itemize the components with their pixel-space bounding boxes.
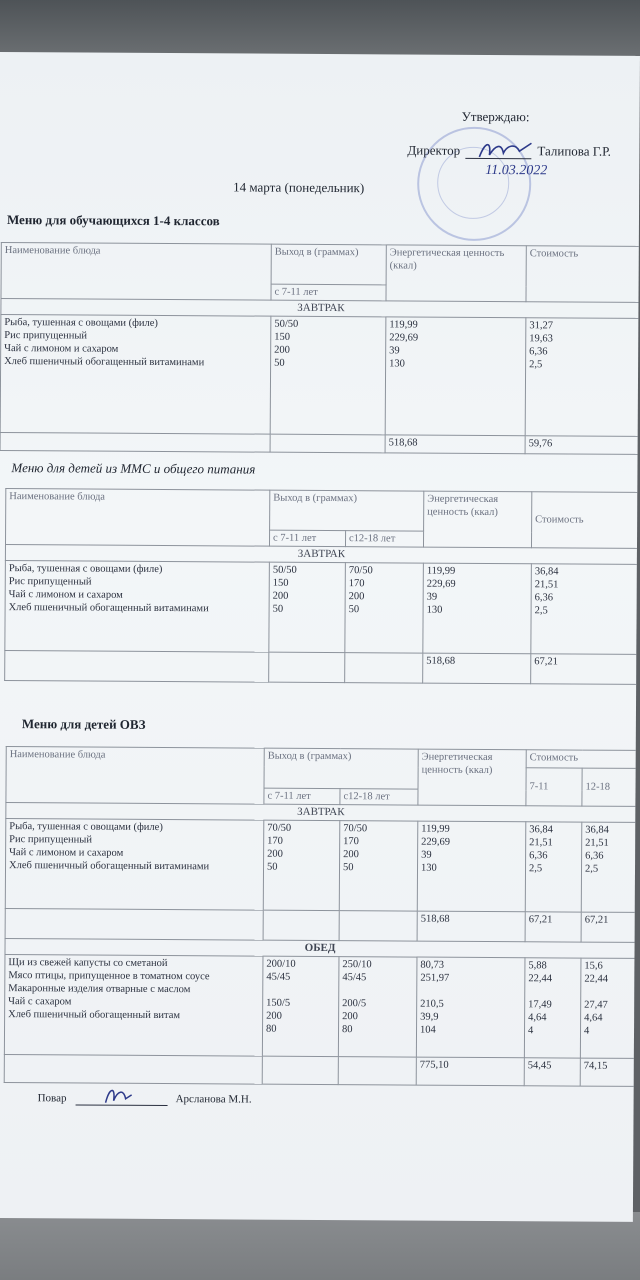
menu3-lunch-total-empty2 <box>262 1056 338 1084</box>
menu3-lunch-cost1: 5,88 22,44 17,49 4,64 4 <box>524 958 581 1058</box>
menu3-breakfast-total-empty2 <box>263 910 339 940</box>
menu3-cost-age1: 7-11 <box>526 768 582 806</box>
menu3-col-yield: Выход в (граммах) <box>264 748 418 789</box>
menu3-breakfast-total-cost1: 67,21 <box>525 912 581 942</box>
menu2-yield2: 70/50 170 200 50 <box>345 563 424 653</box>
menu2-title: Меню для детей из ММС и общего питания <box>11 460 256 477</box>
menu3-lunch-meal: ОБЕД <box>5 939 635 959</box>
menu2-col-yield: Выход в (граммах) <box>270 490 424 531</box>
cook-name: Арсланова М.Н. <box>175 1093 252 1106</box>
menu3-lunch-total-cost1: 54,45 <box>524 1058 580 1086</box>
menu1-yield: 50/50 150 200 50 <box>270 316 386 435</box>
menu3-col-name: Наименование блюда <box>6 747 264 805</box>
director-name: Талипова Г.Р. <box>537 143 611 159</box>
menu2-total-empty <box>5 651 269 683</box>
director-label: Директор <box>407 142 461 158</box>
menu2-total-energy: 518,68 <box>423 653 531 684</box>
background-top <box>0 0 640 60</box>
menu3-age1: с 7-11 лет <box>264 788 340 804</box>
menu3-age2: с12-18 лет <box>340 789 418 805</box>
menu2-energy: 119,99 229,69 39 130 <box>423 563 532 654</box>
menu1-dishes: Рыба, тушенная с овощами (филе) Рис припущенный Чай с лимоном и сахаром Хлеб пшеничный обогащенный витаминами <box>0 315 271 435</box>
menu3-lunch-total-empty3 <box>338 1057 416 1085</box>
signature-date: 11.03.2022 <box>485 162 548 179</box>
cook-label: Повар <box>37 1092 67 1105</box>
menu2-col-energy: Энергетическая ценность (ккал) <box>423 491 531 548</box>
menu1-total-cost: 59,76 <box>525 436 640 455</box>
menu2-total-empty2 <box>269 652 345 682</box>
menu-document <box>0 52 640 1222</box>
menu3-cost-age2: 12-18 <box>582 768 636 806</box>
menu2-yield1: 50/50 150 200 50 <box>269 562 346 652</box>
menu2-age1: с 7-11 лет <box>269 530 345 546</box>
menu3-breakfast-yield2: 70/50 170 200 50 <box>339 821 418 911</box>
menu3-col-cost: Стоимость <box>526 750 636 769</box>
menu1-total-empty2 <box>270 434 385 453</box>
menu1-col-energy: Энергетическая ценность (ккал) <box>386 245 526 302</box>
menu3-breakfast-yield1: 70/50 170 200 50 <box>263 820 340 910</box>
menu2-total-empty3 <box>345 653 423 683</box>
menu3-lunch-total-energy: 775,10 <box>416 1057 524 1086</box>
menu3-title: Меню для детей ОВЗ <box>21 716 146 732</box>
menu1-table <box>0 242 640 455</box>
menu3-breakfast-dishes: Рыба, тушенная с овощами (филе) Рис припущенный Чай с лимоном и сахаром Хлеб пшеничный обогащенный витаминами <box>5 819 264 911</box>
menu2-col-cost: Стоимость <box>531 492 637 549</box>
menu3-breakfast-total-empty <box>5 909 263 941</box>
menu3-breakfast-energy: 119,99 229,69 39 130 <box>417 821 526 912</box>
background-bottom <box>0 1212 640 1280</box>
menu1-title: Меню для обучающихся 1-4 классов <box>6 212 220 229</box>
menu3-lunch-yield2: 250/10 45/45 200/5 200 80 <box>338 957 417 1057</box>
menu3-lunch-yield1: 200/10 45/45 150/5 200 80 <box>262 956 339 1056</box>
menu2-meal: ЗАВТРАК <box>5 545 637 565</box>
director-signature <box>475 135 535 165</box>
menu3-breakfast-meal: ЗАВТРАК <box>6 803 636 823</box>
cook-signature <box>102 1083 136 1109</box>
menu1-total-energy: 518,68 <box>385 435 525 454</box>
menu-date: 14 марта (понедельник) <box>233 179 365 196</box>
menu3-lunch-cost2: 15,6 22,44 27,47 4,64 4 <box>580 958 635 1058</box>
menu3-breakfast-total-energy: 518,68 <box>417 911 525 942</box>
menu1-age: с 7-11 лет <box>271 284 386 301</box>
menu1-cost: 31,27 19,63 6,36 2,5 <box>525 318 640 437</box>
menu3-breakfast-total-empty3 <box>339 911 417 941</box>
menu1-meal: ЗАВТРАК <box>1 299 640 319</box>
menu3-breakfast-cost2: 36,84 21,51 6,36 2,5 <box>581 822 636 912</box>
menu3-table <box>4 746 637 1087</box>
menu1-energy: 119,99 229,69 39 130 <box>385 317 526 436</box>
menu2-table <box>4 488 638 685</box>
menu1-total-empty <box>0 433 270 453</box>
menu3-col-energy: Энергетическая ценность (ккал) <box>418 749 526 806</box>
menu2-cost: 36,84 21,51 6,36 2,5 <box>531 564 638 655</box>
approve-label: Утверждаю: <box>461 108 530 125</box>
menu2-total-cost: 67,21 <box>531 654 637 685</box>
menu2-dishes: Рыба, тушенная с овощами (филе) Рис припущенный Чай с лимоном и сахаром Хлеб пшеничный обогащенный витаминами <box>5 561 270 653</box>
menu1-col-cost: Стоимость <box>526 246 640 303</box>
menu3-lunch-dishes: Щи из свежей капусты со сметаной Мясо птицы, припущенное в томатном соусе Макаронные изделия отварные с маслом Чай с сахаром Хлеб пшеничный обогащенный витам <box>4 955 263 1057</box>
menu2-col-name: Наименование блюда <box>5 489 269 547</box>
menu3-breakfast-total-cost2: 67,21 <box>581 912 635 942</box>
menu3-lunch-energy: 80,73 251,97 210,5 39,9 104 <box>416 957 525 1058</box>
menu3-lunch-total-cost2: 74,15 <box>580 1058 634 1086</box>
menu2-age2: с12-18 лет <box>345 531 423 547</box>
menu1-col-yield: Выход в (граммах) <box>271 244 386 285</box>
menu1-col-name: Наименование блюда <box>1 243 271 301</box>
menu3-breakfast-cost1: 36,84 21,51 6,36 2,5 <box>525 822 582 912</box>
menu3-lunch-total-empty <box>4 1055 262 1085</box>
